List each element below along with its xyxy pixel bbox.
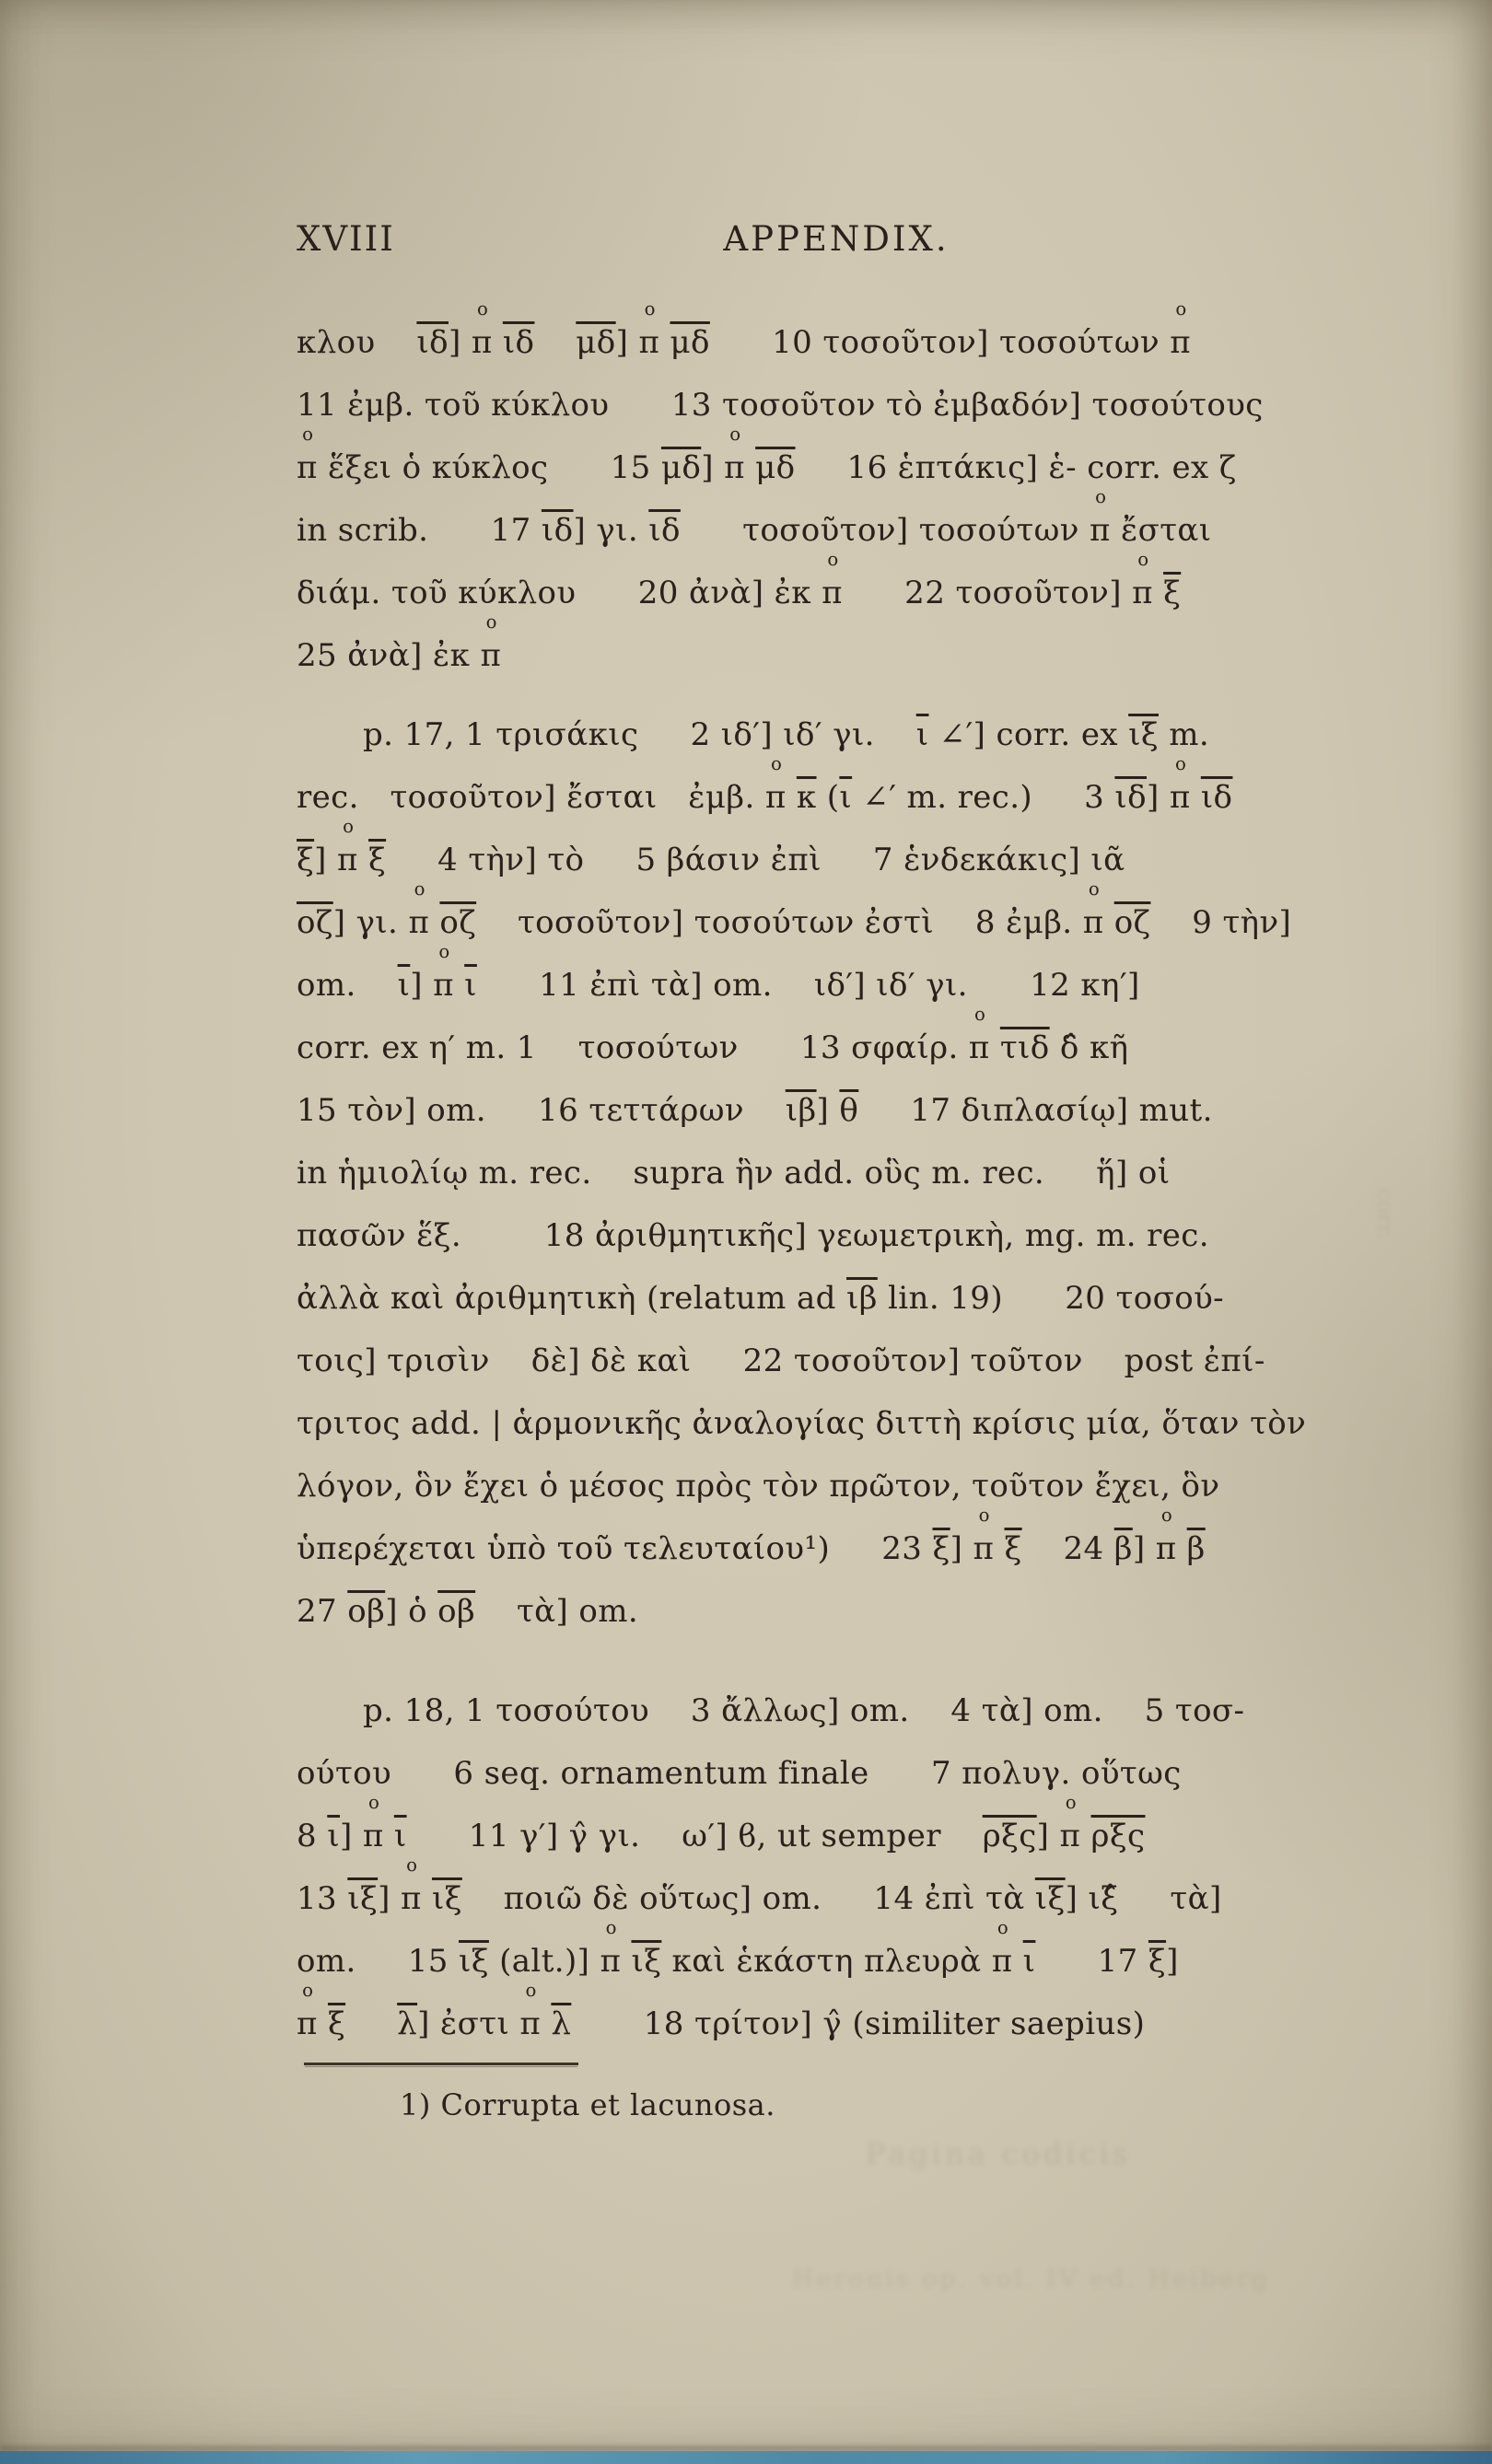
overlined-numeral: $\overline{o\beta}$ <box>347 1593 386 1630</box>
overlined-numeral: $\overline{\rho\xi\varsigma}$ <box>1090 1818 1146 1854</box>
pi-with-o-above-abbrev: π o <box>297 424 318 486</box>
overlined-numeral: $\overline{\tau\iota\delta}$ <box>999 1029 1050 1066</box>
superscript-o: o <box>1175 753 1187 775</box>
apparatus-line: πασῶν ἕξ. 18 ἀριθμητικῆς] γεωμετρικὴ, mg. m. rec. <box>297 1217 1209 1254</box>
apparatus-line: 13 $\overline{\iota\xi}$] π o $\overline{\iota\xi}$ ποιῶ δὲ οὕτως] om. 14 ἐπὶ τὰ $\overline{\iota\xi}$] ιξ̂ τὰ] <box>297 1867 1383 1930</box>
overlined-numeral: $\overline{\lambda}$ <box>551 2005 572 2042</box>
overlined-numeral: $\overline{\xi}$ <box>1163 575 1182 611</box>
overlined-numeral: $\overline{\iota\delta}$ <box>541 512 574 549</box>
overlined-numeral: $\overline{\iota\xi}$ <box>431 1880 462 1917</box>
overlined-numeral: $\overline{\xi}$ <box>367 842 387 878</box>
superscript-o: o <box>485 611 497 633</box>
pi-with-o-above-abbrev: π o <box>1170 298 1192 361</box>
apparatus-line: τριτος add. | ἁρμονικῆς ἀναλογίας διττὴ κρίσις μία, ὅταν τὸν <box>297 1405 1307 1442</box>
overlined-numeral: $\overline{\iota}$ <box>915 716 929 753</box>
overlined-numeral: $\overline{\iota\xi}$ <box>459 1943 489 1980</box>
pi-with-o-above-abbrev: π o <box>1090 486 1111 549</box>
overlined-numeral: $\overline{\iota\delta}$ <box>1200 779 1233 816</box>
pi-with-o-above-abbrev: π o <box>822 549 843 611</box>
apparatus-line: 11 ἐμβ. τοῦ κύκλου 13 τοσοῦτον τὸ ἐμβαδόν] τοσούτους <box>297 387 1264 424</box>
superscript-o: o <box>1137 549 1149 571</box>
pi-with-o-above-abbrev: π o <box>519 1980 542 2042</box>
pi-with-o-above-abbrev: π o <box>362 1792 384 1854</box>
superscript-o: o <box>414 878 425 901</box>
overlined-numeral: $\overline{\iota}$ <box>327 1818 340 1854</box>
apparatus-line: τοις] τρισὶν δὲ] δὲ καὶ 22 τοσοῦτον] τοῦτον post ἐπί- <box>297 1342 1265 1379</box>
apparatus-line: om. $\overline{\iota}$] π o $\overline{\iota}$ 11 ἐπὶ τὰ] om. ιδ′] ιδ′ γι. 12 κη′] <box>297 954 1383 1017</box>
superscript-o: o <box>1175 298 1187 320</box>
overlined-numeral: $\overline{\mu\delta}$ <box>755 449 796 486</box>
overlined-numeral: $\overline{\iota\delta}$ <box>1114 779 1147 816</box>
overlined-numeral: $\overline{o\zeta}$ <box>439 904 477 941</box>
paragraph-p17 <box>297 703 1383 1643</box>
apparatus-line: 25 ἀνὰ] ἐκ π o <box>297 624 1383 687</box>
apparatus-line: om. 15 $\overline{\iota\xi}$ (alt.)] π o $\overline{\iota\xi}$ καὶ ἑκάστη πλευρὰ π o $\overline{\iota}$ 17 $\overline{\xi}$] <box>297 1930 1383 1993</box>
apparatus-line: p. 18, 1 τοσούτου 3 ἄλλως] om. 4 τὰ] om. 5 τοσ- <box>363 1692 1245 1729</box>
pi-with-o-above-abbrev: π o <box>1059 1792 1081 1854</box>
overlined-numeral: $\overline{\mu\delta}$ <box>660 449 702 486</box>
superscript-o: o <box>406 1854 418 1877</box>
bleedthrough-ghost-text: corr. <box>1372 1188 1398 1239</box>
apparatus-line: ούτου 6 seq. ornamentum finale 7 πολυγ. οὕτως <box>297 1755 1182 1792</box>
pi-with-o-above-abbrev: π o <box>480 611 502 674</box>
pi-with-o-above-abbrev: π o <box>1082 878 1104 941</box>
apparatus-line: ὑπερέχεται ὑπὸ τοῦ τελευταίου¹) 23 $\overline{\xi}$] π o $\overline{\xi}$ 24 $\overline{\beta}$] π o $\overline{\beta}$ <box>297 1517 1383 1580</box>
overlined-numeral: $\overline{o\zeta}$ <box>1113 904 1151 941</box>
overlined-numeral: $\overline{\kappa}$ <box>796 779 817 816</box>
pi-with-o-above-abbrev: π o <box>638 298 660 361</box>
pi-with-o-above-abbrev: π o <box>1132 549 1153 611</box>
overlined-numeral: $\overline{\iota}$ <box>1022 1943 1036 1980</box>
overlined-numeral: $\overline{\xi}$ <box>1004 1530 1022 1567</box>
superscript-o: o <box>1160 1505 1173 1527</box>
paragraph-p18 <box>297 1679 1383 2055</box>
superscript-o: o <box>974 1004 986 1026</box>
superscript-o: o <box>978 1505 990 1527</box>
superscript-o: o <box>343 816 355 838</box>
overlined-numeral: $\overline{o\beta}$ <box>437 1593 476 1630</box>
overlined-numeral: $\overline{\mu\delta}$ <box>576 324 616 361</box>
apparatus-line: διάμ. τοῦ κύκλου 20 ἀνὰ] ἐκ π o 22 τοσοῦτον] π o $\overline{\xi}$ <box>297 562 1383 624</box>
superscript-o: o <box>477 298 489 320</box>
overlined-numeral: $\overline{o\zeta}$ <box>297 904 333 941</box>
overlined-numeral: $\overline{\iota\xi}$ <box>1034 1880 1066 1917</box>
apparatus-line: in ἡμιολίῳ m. rec. supra ἣν add. οὓς m. rec. ἥ] οἱ <box>297 1155 1171 1191</box>
overlined-numeral: $\overline{\iota\beta}$ <box>846 1280 878 1317</box>
superscript-o: o <box>644 298 656 320</box>
superscript-o: o <box>1065 1792 1077 1814</box>
apparatus-line: λόγον, ὃν ἔχει ὁ μέσος πρὸς τὸν πρῶτον, τοῦτον ἔχει, ὃν <box>297 1468 1220 1505</box>
apparatus-line: ἀλλὰ καὶ ἀριθμητικὴ (relatum ad $\overline{\iota\beta}$ lin. 19) 20 τοσού- <box>297 1280 1225 1317</box>
overlined-numeral: $\overline{\xi}$ <box>297 842 315 878</box>
overlined-numeral: $\overline{\iota}$ <box>393 1818 407 1854</box>
pi-with-o-above-abbrev: π o <box>1169 753 1191 816</box>
apparatus-line: π o ἕξει ὁ κύκλος 15 $\overline{\mu\delta}$] π o $\overline{\mu\delta}$ 16 ἑπτάκις] ἑ- corr. ex ζ <box>297 436 1383 499</box>
apparatus-line: π o $\overline{\xi}$ $\overline{\lambda}$] ἐστι π o $\overline{\lambda}$ 18 τρίτον] γ̂ (similiter saepius) <box>297 1993 1383 2055</box>
apparatus-line: $\overline{o\zeta}$] γι. π o $\overline{o\zeta}$ τοσοῦτον] τοσούτων ἐστὶ 8 ἐμβ. π o $\overline{o\zeta}$ 9 τὴν] <box>297 891 1383 954</box>
footnote-separator-rule <box>304 2063 578 2065</box>
pi-with-o-above-abbrev: π o <box>297 1980 318 2042</box>
apparatus-line: 27 $\overline{o\beta}$] ὁ $\overline{o\beta}$ τὰ] om. <box>297 1593 639 1630</box>
running-head-title: APPENDIX. <box>723 219 950 259</box>
overlined-numeral: $\overline{\iota\delta}$ <box>416 324 449 361</box>
overlined-numeral: $\overline{\xi}$ <box>932 1530 950 1567</box>
overlined-numeral: $\overline{\iota}$ <box>397 967 411 1004</box>
page-number-roman: XVIII <box>297 219 395 259</box>
apparatus-line: 15 τὸν] om. 16 τεττάρων $\overline{\iota\beta}$] $\overline{\theta}$ 17 διπλασίῳ] mut. <box>297 1092 1213 1129</box>
pi-with-o-above-abbrev: π o <box>337 816 358 878</box>
apparatus-line: rec. τοσοῦτον] ἔσται ἐμβ. π o $\overline{\kappa}$ ($\overline{\iota}$ ∠′ m. rec.) 3 $\overline{\iota\delta}$] π o $\overline{\iota\delta}$ <box>297 766 1383 829</box>
superscript-o: o <box>827 549 839 571</box>
bleedthrough-ghost-text: Heronis op. vol. IV ed. Heiberg <box>792 2265 1270 2294</box>
bleedthrough-ghost-text: Pagina codicis <box>866 2136 1132 2171</box>
overlined-numeral: $\overline{\iota\delta}$ <box>648 512 681 549</box>
superscript-o: o <box>525 1980 537 2002</box>
pi-with-o-above-abbrev: π o <box>401 1854 422 1917</box>
overlined-numeral: $\overline{\iota\xi}$ <box>631 1943 662 1980</box>
superscript-o: o <box>368 1792 380 1814</box>
apparatus-text-block <box>297 298 1383 2055</box>
superscript-o: o <box>438 941 450 963</box>
pi-with-o-above-abbrev: π o <box>991 1917 1013 1980</box>
pi-with-o-above-abbrev: π o <box>968 1004 990 1066</box>
overlined-numeral: $\overline{\theta}$ <box>839 1092 859 1129</box>
pi-with-o-above-abbrev: π o <box>973 1505 995 1567</box>
apparatus-line: 8 $\overline{\iota}$] π o $\overline{\iota}$ 11 γ′] γ̂ γι. ω′] ϐ, ut semper $\overline{\rho\xi\varsigma}$] π o $\overline{\rho\xi\varsigma}$ <box>297 1805 1383 1867</box>
footnote-text: 1) Corrupta et lacunosa. <box>400 2087 775 2122</box>
overlined-numeral: $\overline{\rho\xi\varsigma}$ <box>982 1818 1037 1854</box>
paragraph-continuation <box>297 298 1383 687</box>
pi-with-o-above-abbrev: π o <box>600 1917 622 1980</box>
overlined-numeral: $\overline{\lambda}$ <box>397 2005 418 2042</box>
overlined-numeral: $\overline{\beta}$ <box>1186 1530 1206 1567</box>
overlined-numeral: $\overline{\iota}$ <box>839 779 853 816</box>
superscript-o: o <box>1095 486 1107 508</box>
pi-with-o-above-abbrev: π o <box>471 298 493 361</box>
overlined-numeral: $\overline{\xi}$ <box>327 2005 346 2042</box>
overlined-numeral: $\overline{\iota\beta}$ <box>785 1092 817 1129</box>
overlined-numeral: $\overline{\xi}$ <box>1148 1943 1167 1980</box>
scan-bottom-edge <box>0 2451 1492 2464</box>
pi-with-o-above-abbrev: π o <box>433 941 454 1004</box>
superscript-o: o <box>997 1917 1009 1939</box>
overlined-numeral: $\overline{\iota\xi}$ <box>1128 716 1160 753</box>
running-header <box>297 219 1376 263</box>
apparatus-line: κλου $\overline{\iota\delta}$] π o $\overline{\iota\delta}$ $\overline{\mu\delta}$] π o $\overline{\mu\delta}$ 10 τοσοῦτον] τοσούτων π o <box>297 311 1383 374</box>
superscript-o: o <box>605 1917 617 1939</box>
overlined-numeral: $\overline{\iota\delta}$ <box>502 324 535 361</box>
apparatus-line: corr. ex η′ m. 1 τοσούτων 13 σφαίρ. π o $\overline{\tau\iota\delta}$ δ̂ κῆ <box>297 1017 1383 1079</box>
apparatus-line: in scrib. 17 $\overline{\iota\delta}$] γι. $\overline{\iota\delta}$ τοσοῦτον] τοσούτων π o ἔσται <box>297 499 1383 562</box>
superscript-o: o <box>729 424 741 446</box>
pi-with-o-above-abbrev: π o <box>764 753 787 816</box>
overlined-numeral: $\overline{\beta}$ <box>1113 1530 1133 1567</box>
overlined-numeral: $\overline{\iota\xi}$ <box>347 1880 379 1917</box>
pi-with-o-above-abbrev: π o <box>724 424 745 486</box>
superscript-o: o <box>1088 878 1101 901</box>
superscript-o: o <box>302 1980 314 2002</box>
overlined-numeral: $\overline{\mu\delta}$ <box>670 324 710 361</box>
superscript-o: o <box>302 424 314 446</box>
overlined-numeral: $\overline{\iota}$ <box>464 967 477 1004</box>
pi-with-o-above-abbrev: π o <box>1155 1505 1177 1567</box>
apparatus-line: $\overline{\xi}$] π o $\overline{\xi}$ 4 τὴν] τὸ 5 βάσιν ἐπὶ 7 ἑνδεκάκις] ιᾶ <box>297 829 1383 891</box>
pi-with-o-above-abbrev: π o <box>408 878 430 941</box>
apparatus-line: p. 17, 1 τρισάκις 2 ιδ′] ιδ′ γι. $\overline{\iota}$ ∠′] corr. ex $\overline{\iota\xi}$ m. <box>363 716 1210 753</box>
superscript-o: o <box>771 753 783 775</box>
